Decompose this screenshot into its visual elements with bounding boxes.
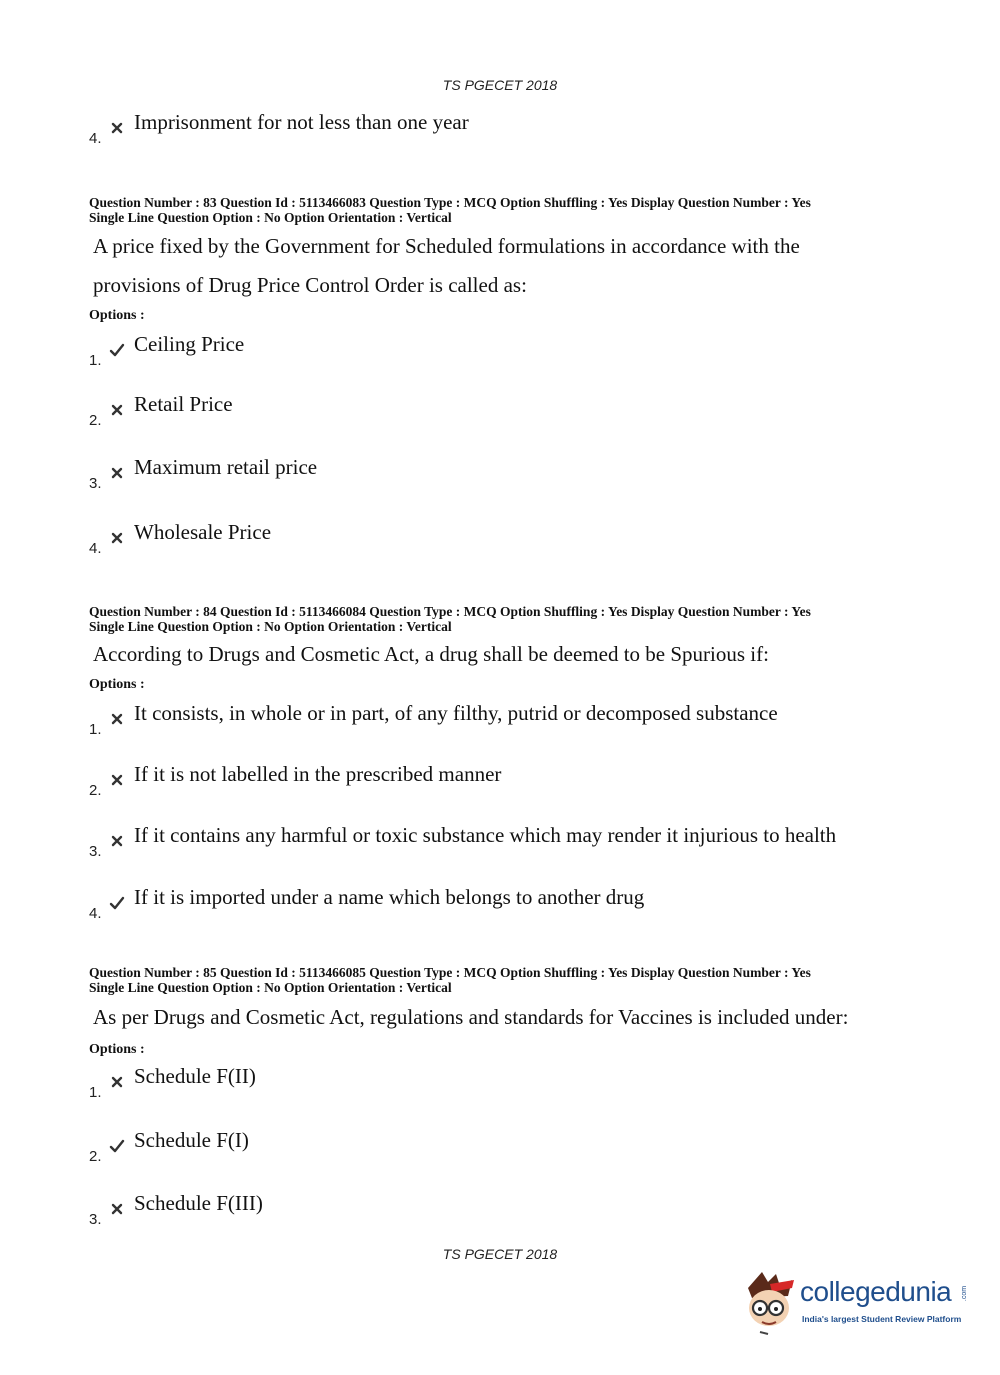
option-text: Schedule F(I) bbox=[134, 1128, 249, 1152]
question-meta bbox=[89, 195, 909, 225]
brand-name: collegedunia bbox=[800, 1276, 952, 1307]
option-number: 1. bbox=[89, 1084, 102, 1101]
option-number: 3. bbox=[89, 1211, 102, 1228]
option-item bbox=[89, 1064, 939, 1112]
option-number: 4. bbox=[89, 130, 102, 147]
option-item bbox=[89, 520, 939, 568]
options-label: Options : bbox=[89, 308, 145, 323]
option-text: Schedule F(II) bbox=[134, 1064, 256, 1088]
meta-line-1: Question Number : 85 Question Id : 5113466085 Question Type : MCQ Option Shuffling : Yes Display Question Number : Yes bbox=[89, 965, 811, 980]
option-number: 2. bbox=[89, 782, 102, 799]
option-number: 3. bbox=[89, 475, 102, 492]
wrong-icon bbox=[109, 833, 125, 849]
option-item bbox=[89, 1128, 939, 1176]
options-label: Options : bbox=[89, 1042, 145, 1057]
meta-line-1: Question Number : 83 Question Id : 5113466083 Question Type : MCQ Option Shuffling : Yes Display Question Number : Yes bbox=[89, 195, 811, 210]
option-item bbox=[89, 762, 939, 810]
meta-line-2: Single Line Question Option : No Option Orientation : Vertical bbox=[89, 619, 452, 634]
option-text: Schedule F(III) bbox=[134, 1191, 263, 1215]
options-label: Options : bbox=[89, 677, 145, 692]
option-number: 2. bbox=[89, 1148, 102, 1165]
check-icon bbox=[109, 895, 125, 911]
question-meta bbox=[89, 965, 909, 995]
wrong-icon bbox=[109, 465, 125, 481]
option-text: Wholesale Price bbox=[134, 520, 272, 544]
option-number: 2. bbox=[89, 412, 102, 429]
option-item bbox=[89, 701, 939, 749]
option-text: Ceiling Price bbox=[134, 332, 245, 356]
option-text: It consists, in whole or in part, of any filthy, putrid or decomposed substance bbox=[134, 701, 778, 725]
wrong-icon bbox=[109, 530, 125, 546]
option-item bbox=[89, 885, 939, 933]
option-item bbox=[89, 332, 939, 380]
wrong-icon bbox=[109, 402, 125, 418]
brand-suffix: .com bbox=[961, 1285, 969, 1302]
question-meta bbox=[89, 604, 909, 634]
option-number: 3. bbox=[89, 843, 102, 860]
option-text: Maximum retail price bbox=[134, 455, 318, 479]
option-text: If it is not labelled in the prescribed manner bbox=[134, 762, 502, 786]
question-text: A price fixed by the Government for Scheduled formulations in accordance with the provisions of Drug Price Control Order is called as: bbox=[93, 234, 800, 297]
option-number: 1. bbox=[89, 352, 102, 369]
option-number: 4. bbox=[89, 905, 102, 922]
option-text: If it contains any harmful or toxic substance which may render it injurious to health bbox=[134, 823, 837, 847]
wrong-icon bbox=[109, 711, 125, 727]
option-number: 1. bbox=[89, 721, 102, 738]
question-text: According to Drugs and Cosmetic Act, a drug shall be deemed to be Spurious if: bbox=[93, 642, 769, 666]
page-footer: TS PGECET 2018 bbox=[442, 1246, 558, 1262]
collegedunia-logo bbox=[742, 1270, 972, 1340]
wrong-icon bbox=[109, 1201, 125, 1217]
meta-line-2: Single Line Question Option : No Option Orientation : Vertical bbox=[89, 980, 452, 995]
option-item bbox=[89, 823, 939, 871]
check-icon bbox=[109, 342, 125, 358]
meta-line-2: Single Line Question Option : No Option Orientation : Vertical bbox=[89, 210, 452, 225]
option-item bbox=[89, 392, 939, 440]
brand-tagline: India's largest Student Review Platform bbox=[802, 1314, 962, 1324]
meta-line-1: Question Number : 84 Question Id : 5113466084 Question Type : MCQ Option Shuffling : Yes Display Question Number : Yes bbox=[89, 604, 811, 619]
option-text: Retail Price bbox=[134, 392, 233, 416]
page-header: TS PGECET 2018 bbox=[442, 77, 558, 93]
mascot-icon bbox=[742, 1270, 798, 1340]
prev-option bbox=[89, 110, 939, 158]
option-item bbox=[89, 1191, 939, 1239]
question-text: As per Drugs and Cosmetic Act, regulations and standards for Vaccines is included under: bbox=[93, 1005, 849, 1029]
wrong-icon bbox=[109, 1074, 125, 1090]
wrong-icon bbox=[109, 772, 125, 788]
option-text: Imprisonment for not less than one year bbox=[134, 110, 469, 134]
wrong-icon bbox=[109, 120, 125, 136]
option-number: 4. bbox=[89, 540, 102, 557]
option-item bbox=[89, 455, 939, 503]
option-text: If it is imported under a name which belongs to another drug bbox=[134, 885, 645, 909]
check-icon bbox=[109, 1138, 125, 1154]
